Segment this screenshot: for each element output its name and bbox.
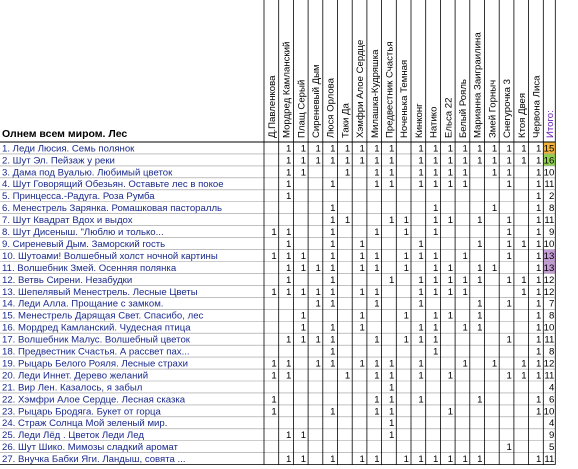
total-cell[interactable]: 5 [548,442,555,454]
total-cell[interactable]: 11 [544,179,555,191]
vote-cell[interactable]: 1 [521,370,527,382]
total-cell[interactable]: 11 [544,215,555,227]
vote-cell[interactable]: 1 [462,358,468,370]
vote-cell[interactable]: 1 [330,346,336,358]
entry-label[interactable]: 2. Шут Эл. Пейзаж у реки [2,155,115,167]
vote-cell[interactable]: 1 [506,179,512,191]
vote-cell[interactable]: 1 [374,286,380,298]
vote-cell[interactable]: 1 [388,215,395,227]
entry-label[interactable]: 20. Леди Иннет. Дерево желаний [2,370,149,382]
vote-cell[interactable]: 1 [535,238,542,250]
vote-cell[interactable]: 1 [374,155,380,167]
vote-cell[interactable]: 1 [506,238,512,250]
vote-cell[interactable]: 1 [433,262,439,274]
vote-cell[interactable]: 1 [374,454,380,466]
column-header-voter[interactable]: Мордред Камланский [281,41,293,138]
vote-cell[interactable]: 1 [374,394,380,406]
vote-cell[interactable]: 1 [271,370,277,382]
vote-cell[interactable]: 1 [330,215,336,227]
entry-label[interactable]: 5. Принцесса.-Радуга. Роза Румба [2,191,155,203]
vote-cell[interactable]: 1 [521,274,527,286]
sheet-title[interactable]: Олнем всем миром. Лес [2,128,128,140]
vote-cell[interactable]: 1 [506,298,512,310]
vote-cell[interactable]: 1 [535,262,542,274]
entry-label[interactable]: 6. Менестрель Зарянка. Ромашковая пасторалль [2,203,223,215]
vote-cell[interactable]: 1 [521,238,527,250]
vote-cell[interactable]: 1 [359,310,365,322]
vote-cell[interactable]: 1 [535,250,542,262]
vote-cell[interactable]: 1 [359,250,365,262]
vote-cell[interactable]: 1 [491,155,498,167]
vote-cell[interactable]: 1 [359,155,365,167]
entry-label[interactable]: 23. Рыцарь Бродяга. Букет от горца [2,406,161,418]
vote-cell[interactable]: 1 [271,227,277,238]
vote-cell[interactable]: 1 [535,179,542,191]
vote-cell[interactable]: 1 [418,274,424,286]
vote-cell[interactable]: 1 [286,370,292,382]
entry-label[interactable]: 11. Волшебник Змей. Осенняя полянка [2,262,177,274]
vote-cell[interactable]: 1 [300,430,307,442]
vote-cell[interactable]: 1 [433,167,439,179]
vote-cell[interactable]: 1 [433,155,439,167]
vote-cell[interactable]: 1 [359,143,365,155]
vote-cell[interactable]: 1 [300,262,307,274]
vote-cell[interactable]: 1 [388,394,395,406]
vote-cell[interactable]: 1 [330,179,336,191]
column-header-voter[interactable]: Змей Горныч [487,79,499,138]
vote-cell[interactable]: 1 [388,155,395,167]
vote-cell[interactable]: 1 [300,167,307,179]
vote-cell[interactable]: 1 [506,442,512,454]
vote-cell[interactable]: 1 [388,382,395,394]
entry-label[interactable]: 21. Вир Лен. Казалось, я забыл [2,382,143,394]
vote-cell[interactable]: 1 [462,167,468,179]
vote-cell[interactable]: 1 [286,334,292,346]
vote-cell[interactable]: 1 [330,227,336,238]
column-header-voter[interactable]: Милашка-Кудряшка [369,49,381,138]
column-header-voter[interactable]: Люся Орлова [325,78,337,138]
vote-cell[interactable]: 1 [433,179,439,191]
vote-cell[interactable]: 1 [535,215,542,227]
vote-cell[interactable]: 1 [535,334,542,346]
vote-cell[interactable]: 1 [403,227,409,238]
vote-cell[interactable]: 1 [300,322,307,334]
vote-cell[interactable]: 1 [403,215,409,227]
vote-cell[interactable]: 1 [535,454,542,466]
vote-cell[interactable]: 1 [315,143,321,155]
vote-cell[interactable]: 1 [359,454,365,466]
total-cell[interactable]: 10 [543,322,555,334]
column-header-voter[interactable]: Ноченька Темная [399,59,411,138]
total-cell[interactable]: 6 [548,394,555,406]
total-cell[interactable]: 8 [548,203,555,215]
vote-cell[interactable]: 1 [286,238,292,250]
vote-cell[interactable]: 1 [418,167,424,179]
vote-cell[interactable]: 1 [433,143,439,155]
vote-cell[interactable]: 1 [447,454,454,466]
vote-cell[interactable]: 1 [521,155,527,167]
vote-cell[interactable]: 1 [447,262,454,274]
vote-cell[interactable]: 1 [491,167,498,179]
vote-cell[interactable]: 1 [286,167,292,179]
vote-cell[interactable]: 1 [374,406,380,418]
vote-cell[interactable]: 1 [359,358,365,370]
vote-cell[interactable]: 1 [433,454,439,466]
vote-cell[interactable]: 1 [374,179,380,191]
vote-cell[interactable]: 1 [477,310,483,322]
total-cell[interactable]: 11 [544,454,555,466]
vote-cell[interactable]: 1 [286,262,292,274]
vote-cell[interactable]: 1 [477,454,483,466]
column-header-voter[interactable]: Предвестник Счастья [384,41,396,138]
vote-cell[interactable]: 1 [359,262,365,274]
vote-cell[interactable]: 1 [388,430,395,442]
vote-cell[interactable]: 1 [447,406,454,418]
vote-cell[interactable]: 1 [491,358,498,370]
vote-cell[interactable]: 1 [344,370,351,382]
vote-cell[interactable]: 1 [477,322,483,334]
column-header-voter[interactable]: Снегурочка 3 [502,79,514,138]
vote-cell[interactable]: 1 [447,286,454,298]
vote-cell[interactable]: 1 [462,155,468,167]
vote-cell[interactable]: 1 [271,358,277,370]
vote-cell[interactable]: 1 [535,346,542,358]
vote-cell[interactable]: 1 [491,262,498,274]
column-header-voter[interactable]: Натико [428,106,440,138]
vote-cell[interactable]: 1 [477,394,483,406]
vote-cell[interactable]: 1 [286,191,292,203]
vote-cell[interactable]: 1 [535,274,542,286]
vote-cell[interactable]: 1 [344,155,351,167]
total-cell[interactable]: 10 [543,167,555,179]
vote-cell[interactable]: 1 [447,274,454,286]
total-cell[interactable]: 12 [543,274,555,286]
vote-cell[interactable]: 1 [388,143,395,155]
entry-label[interactable]: 13. Шепелявый Менестрель. Лесные Цветы [2,286,198,298]
vote-cell[interactable]: 1 [330,358,336,370]
column-header-voter[interactable]: Таки Да [340,103,352,138]
entry-label[interactable]: 27. Внучка Бабки Яги. Ландыш, совята ... [2,454,186,466]
vote-cell[interactable]: 1 [330,262,336,274]
vote-cell[interactable]: 1 [462,274,468,286]
column-header-voter[interactable]: Белый Рояль [457,79,469,138]
entry-label[interactable]: 26. Шут Шико. Мимозы сладкий аромат [2,442,178,454]
entry-label[interactable]: 25. Леди Лёд . Цветок Леди Лед [2,430,144,442]
vote-cell[interactable]: 1 [447,143,454,155]
total-cell[interactable]: 12 [543,358,555,370]
vote-cell[interactable]: 1 [535,143,542,155]
vote-cell[interactable]: 1 [521,358,527,370]
entry-label[interactable]: 22. Хэмфри Алое Сердце. Лесная сказка [2,394,186,406]
vote-cell[interactable]: 1 [447,155,454,167]
vote-cell[interactable]: 1 [521,286,527,298]
vote-cell[interactable]: 1 [447,215,454,227]
vote-cell[interactable]: 1 [477,143,483,155]
vote-cell[interactable]: 1 [433,250,439,262]
vote-cell[interactable]: 1 [374,262,380,274]
vote-cell[interactable]: 1 [506,215,512,227]
entry-label[interactable]: 17. Волшебник Малус. Волшебный цветок [2,334,190,346]
column-header-voter[interactable]: Червона Лиса [531,75,543,138]
vote-cell[interactable]: 1 [433,203,439,215]
vote-cell[interactable]: 1 [477,274,483,286]
total-cell[interactable]: 9 [548,227,555,238]
vote-cell[interactable]: 1 [491,143,498,155]
vote-cell[interactable]: 1 [462,454,468,466]
vote-cell[interactable]: 1 [433,215,439,227]
vote-cell[interactable]: 1 [403,250,409,262]
total-cell[interactable]: 10 [543,406,555,418]
vote-cell[interactable]: 1 [447,310,454,322]
entry-label[interactable]: 19. Рыцарь Белого Рояля. Лесные страхи [2,358,189,370]
vote-cell[interactable]: 1 [286,274,292,286]
vote-cell[interactable]: 1 [477,155,483,167]
vote-cell[interactable]: 1 [462,286,468,298]
vote-cell[interactable]: 1 [418,179,424,191]
vote-cell[interactable]: 1 [359,238,365,250]
vote-cell[interactable]: 1 [418,238,424,250]
vote-cell[interactable]: 1 [462,322,468,334]
vote-cell[interactable]: 1 [388,370,395,382]
vote-cell[interactable]: 1 [535,155,542,167]
vote-cell[interactable]: 1 [506,370,512,382]
vote-cell[interactable]: 1 [374,298,380,310]
vote-cell[interactable]: 1 [433,286,439,298]
vote-cell[interactable]: 1 [374,143,380,155]
vote-cell[interactable]: 1 [330,454,336,466]
vote-cell[interactable]: 1 [418,454,424,466]
vote-cell[interactable]: 1 [315,358,321,370]
vote-cell[interactable]: 1 [403,262,409,274]
vote-cell[interactable]: 1 [418,370,424,382]
total-cell[interactable]: 9 [548,430,555,442]
column-header-voter[interactable]: Ктоя Двея [516,92,528,138]
vote-cell[interactable]: 1 [359,322,365,334]
vote-cell[interactable]: 1 [374,227,380,238]
column-header-voter[interactable]: Плащ Серый [296,79,308,138]
vote-cell[interactable]: 1 [344,143,351,155]
vote-cell[interactable]: 1 [535,310,542,322]
entry-label[interactable]: 24. Страж Солнца Мой зеленый мир. [2,418,168,430]
vote-cell[interactable]: 1 [300,310,307,322]
total-cell[interactable]: 11 [544,370,555,382]
total-cell[interactable]: 15 [543,143,555,155]
vote-cell[interactable]: 1 [535,370,542,382]
vote-cell[interactable]: 1 [286,286,292,298]
column-header-voter[interactable]: Кинконг [413,103,425,138]
vote-cell[interactable]: 1 [418,143,424,155]
vote-cell[interactable]: 1 [433,322,439,334]
entry-label[interactable]: 18. Предвестник Счастья. А рассвет пах... [2,346,190,358]
vote-cell[interactable]: 1 [462,250,468,262]
vote-cell[interactable]: 1 [300,155,307,167]
vote-cell[interactable]: 1 [315,334,321,346]
vote-cell[interactable]: 1 [330,322,336,334]
entry-label[interactable]: 4. Шут Говорящий Обезьян. Оставьте лес в покое [2,179,224,191]
vote-cell[interactable]: 1 [330,334,336,346]
entry-label[interactable]: 14. Леди Алла. Прощание с замком. [2,298,164,310]
total-cell[interactable]: 12 [543,286,555,298]
vote-cell[interactable]: 1 [506,334,512,346]
vote-cell[interactable]: 1 [315,298,321,310]
vote-cell[interactable]: 1 [271,250,277,262]
vote-cell[interactable]: 1 [330,203,336,215]
vote-cell[interactable]: 1 [506,227,512,238]
total-cell[interactable]: 11 [544,334,555,346]
vote-cell[interactable]: 1 [374,334,380,346]
vote-cell[interactable]: 1 [286,250,292,262]
vote-cell[interactable]: 1 [418,155,424,167]
vote-cell[interactable]: 1 [535,203,542,215]
vote-cell[interactable]: 1 [535,406,542,418]
entry-label[interactable]: 10. Шутоами! Волшебный холст ночной картины [2,250,218,262]
total-cell[interactable]: 16 [543,155,555,167]
vote-cell[interactable]: 1 [535,322,542,334]
column-header-voter[interactable]: Марианна Заиграилина [472,32,484,138]
vote-cell[interactable]: 1 [388,358,395,370]
vote-cell[interactable]: 1 [374,358,380,370]
vote-cell[interactable]: 1 [388,274,395,286]
vote-cell[interactable]: 1 [418,394,424,406]
vote-cell[interactable]: 1 [433,274,439,286]
vote-cell[interactable]: 1 [374,370,380,382]
column-header-voter[interactable]: Сиреневый Дым [310,64,322,138]
vote-cell[interactable]: 1 [359,286,365,298]
vote-cell[interactable]: 1 [286,358,292,370]
vote-cell[interactable]: 1 [300,250,307,262]
total-cell[interactable]: 4 [548,418,555,430]
vote-cell[interactable]: 1 [433,346,439,358]
vote-cell[interactable]: 1 [535,298,542,310]
vote-cell[interactable]: 1 [403,334,409,346]
vote-cell[interactable]: 1 [330,298,336,310]
total-cell[interactable]: 2 [548,191,555,203]
total-cell[interactable]: 13 [543,250,555,262]
total-cell[interactable]: 10 [543,238,555,250]
vote-cell[interactable]: 1 [271,286,277,298]
entry-label[interactable]: 8. Шут Дисеныш. "Люблю и только... [2,227,164,238]
vote-cell[interactable]: 1 [506,167,512,179]
vote-cell[interactable]: 1 [506,274,512,286]
vote-cell[interactable]: 1 [286,143,292,155]
vote-cell[interactable]: 1 [271,406,277,418]
vote-cell[interactable]: 1 [388,179,395,191]
vote-cell[interactable]: 1 [462,179,468,191]
total-cell[interactable]: 8 [548,346,555,358]
vote-cell[interactable]: 1 [418,322,424,334]
vote-cell[interactable]: 1 [477,238,483,250]
vote-cell[interactable]: 1 [388,167,395,179]
column-header-voter[interactable]: Хэмфри Алое Сердце [355,39,367,138]
vote-cell[interactable]: 1 [477,298,483,310]
vote-cell[interactable]: 1 [315,286,321,298]
vote-cell[interactable]: 1 [315,155,321,167]
vote-cell[interactable]: 1 [433,310,439,322]
vote-cell[interactable]: 1 [477,262,483,274]
vote-cell[interactable]: 1 [447,179,454,191]
vote-cell[interactable]: 1 [433,227,439,238]
entry-label[interactable]: 9. Сиреневый Дым. Заморский гость [2,238,166,250]
entry-label[interactable]: 3. Дама под Вуалью. Любимый цветок [2,167,173,179]
column-header-voter[interactable]: Д.Павленкова [266,75,278,138]
vote-cell[interactable]: 1 [300,334,307,346]
total-cell[interactable]: 13 [543,262,555,274]
vote-cell[interactable]: 1 [521,143,527,155]
vote-cell[interactable]: 1 [535,394,542,406]
vote-cell[interactable]: 1 [418,358,424,370]
vote-cell[interactable]: 1 [300,286,307,298]
vote-cell[interactable]: 1 [433,334,439,346]
vote-cell[interactable]: 1 [535,227,542,238]
vote-cell[interactable]: 1 [300,454,307,466]
vote-cell[interactable]: 1 [300,143,307,155]
vote-cell[interactable]: 1 [286,155,292,167]
vote-cell[interactable]: 1 [506,250,512,262]
entry-label[interactable]: 16. Мордред Камланский. Чудесная птица [2,322,191,334]
vote-cell[interactable]: 1 [330,155,336,167]
vote-cell[interactable]: 1 [418,334,424,346]
vote-cell[interactable]: 1 [535,358,542,370]
vote-cell[interactable]: 1 [286,227,292,238]
vote-cell[interactable]: 1 [330,238,336,250]
vote-cell[interactable]: 1 [374,250,380,262]
entry-label[interactable]: 15. Менестрель Дарящая Свет. Спасибо, лес [2,310,204,322]
vote-cell[interactable]: 1 [506,143,512,155]
vote-cell[interactable]: 1 [418,298,424,310]
vote-cell[interactable]: 1 [477,215,483,227]
vote-cell[interactable]: 1 [374,167,380,179]
vote-cell[interactable]: 1 [330,406,336,418]
vote-cell[interactable]: 1 [418,250,424,262]
vote-cell[interactable]: 1 [330,286,336,298]
vote-cell[interactable]: 1 [388,406,395,418]
vote-cell[interactable]: 1 [388,418,395,430]
total-cell[interactable]: 7 [548,298,555,310]
vote-cell[interactable]: 1 [447,167,454,179]
vote-cell[interactable]: 1 [462,143,468,155]
vote-cell[interactable]: 1 [344,167,351,179]
vote-cell[interactable]: 1 [330,274,336,286]
vote-cell[interactable]: 1 [491,203,498,215]
vote-cell[interactable]: 1 [403,454,409,466]
vote-cell[interactable]: 1 [330,250,336,262]
vote-cell[interactable]: 1 [535,167,542,179]
entry-label[interactable]: 1. Леди Люсия. Семь полянок [2,143,135,155]
entry-label[interactable]: 12. Ветвь Сирени. Незабудки [2,274,133,286]
vote-cell[interactable]: 1 [315,262,321,274]
vote-cell[interactable]: 1 [344,215,351,227]
total-cell[interactable]: 8 [548,310,555,322]
vote-cell[interactable]: 1 [535,191,542,203]
vote-cell[interactable]: 1 [286,430,292,442]
vote-cell[interactable]: 1 [403,310,409,322]
total-cell[interactable]: 4 [548,382,555,394]
vote-cell[interactable]: 1 [535,286,542,298]
vote-cell[interactable]: 1 [447,370,454,382]
entry-label[interactable]: 7. Шут Квадрат Вдох и выдох [2,215,133,227]
vote-cell[interactable]: 1 [418,286,424,298]
column-header-total[interactable]: Итого: [544,110,556,138]
column-header-voter[interactable]: Ельса 22 [443,97,455,138]
vote-cell[interactable]: 1 [330,143,336,155]
vote-cell[interactable]: 1 [286,179,292,191]
vote-cell[interactable]: 1 [286,454,292,466]
vote-cell[interactable]: 1 [506,155,512,167]
vote-cell[interactable]: 1 [271,394,277,406]
